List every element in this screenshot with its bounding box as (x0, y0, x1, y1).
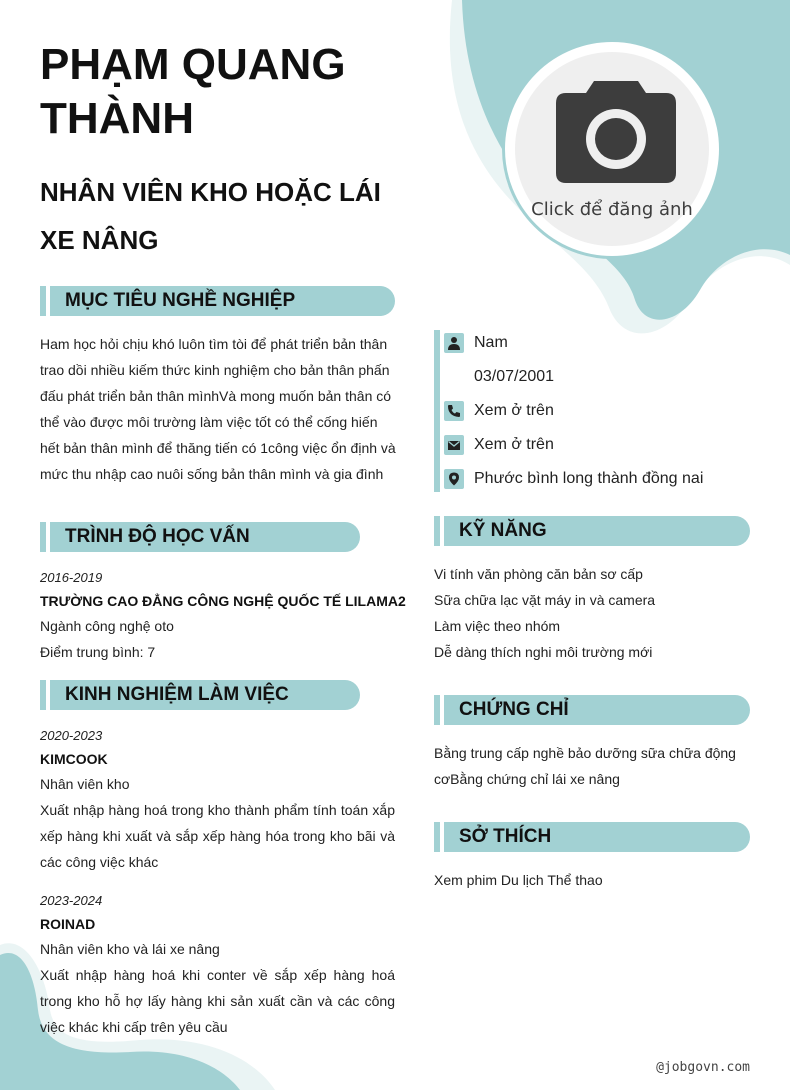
section-skills (434, 516, 750, 546)
phone-icon (444, 401, 464, 421)
education-major: Ngành công nghệ oto (40, 618, 174, 634)
hobbies-text: Xem phim Du lịch Thể thao (434, 872, 603, 888)
skill-item: Sữa chữa lạc vặt máy in và camera (434, 592, 656, 608)
section-heading-experience: KINH NGHIỆM LÀM VIỆC (65, 684, 289, 705)
section-accent-bar (40, 680, 46, 710)
certificates-text: Bằng trung cấp nghề bảo dưỡng sữa chữa động cơBằng chứng chỉ lái xe nâng (434, 745, 736, 787)
contact-address-text: Phước bình long thành đồng nai (474, 470, 704, 487)
contact-gender (444, 331, 744, 355)
section-certificates (434, 695, 750, 725)
section-heading-objective: MỤC TIÊU NGHỀ NGHIỆP (65, 290, 296, 311)
section-heading-skills: KỸ NĂNG (459, 520, 547, 541)
skill-item: Dễ dàng thích nghi môi trường mới (434, 644, 653, 660)
experience-company: ROINAD (40, 916, 96, 932)
contact-email-text: Xem ở trên (474, 436, 554, 453)
candidate-name: PHẠM QUANG THÀNH (40, 40, 346, 143)
section-accent-bar (434, 695, 440, 725)
section-accent-bar (434, 516, 440, 546)
photo-upload-label: Click để đăng ảnh (531, 199, 693, 220)
section-objective (40, 286, 395, 316)
experience-description: Xuất nhập hàng hoá trong kho thành phẩm tính toán xắp xếp hàng khi xuất và sắp xếp hàng hóa trong kho bãi và các công việc khác (40, 802, 395, 870)
section-heading-hobbies: SỞ THÍCH (459, 826, 552, 847)
job-title: NHÂN VIÊN KHO HOẶC LÁI XE NÂNG (40, 177, 381, 255)
contact-birthdate-text: 03/07/2001 (474, 368, 555, 385)
location-icon (444, 469, 464, 489)
section-experience (40, 680, 360, 710)
photo-placeholder (515, 52, 709, 246)
contact-phone (444, 399, 744, 423)
section-accent-bar (434, 822, 440, 852)
experience-period: 2023-2024 (40, 893, 103, 908)
watermark: @jobgovn.com (656, 1060, 750, 1075)
section-accent-bar (40, 286, 46, 316)
experience-company: KIMCOOK (40, 751, 108, 767)
skill-item: Làm việc theo nhóm (434, 618, 561, 634)
person-icon (444, 333, 464, 353)
objective-text: Ham học hỏi chịu khó luôn tìm tòi để phát triển bản thân trao dồi nhiều kiếm thức kinh nghiệm cho bản thân phấn đấu phát triển bản thân mìnhVà mong muốn bản thân có thể vào được môi trường làm việc tốt có thể cống hiến hết bản thân mình để thăng tiến có 1công việc ổn định và mức thu nhập cao nuôi sống bản thân mình và gia đình (40, 336, 396, 482)
experience-role: Nhân viên kho và lái xe nâng (40, 941, 220, 957)
skill-item: Vi tính văn phòng căn bản sơ cấp (434, 566, 643, 582)
section-accent-bar (40, 522, 46, 552)
contact-email (444, 433, 744, 457)
mail-icon (444, 435, 464, 455)
section-heading-education: TRÌNH ĐỘ HỌC VẤN (65, 526, 250, 547)
contact-phone-text: Xem ở trên (474, 402, 554, 419)
section-education (40, 522, 360, 552)
section-hobbies (434, 822, 750, 852)
contact-accent-bar (434, 330, 440, 492)
contact-address (444, 467, 754, 491)
experience-description: Xuất nhập hàng hoá khi conter về sắp xếp hàng hoá trong kho hỗ hợ lấy hàng khi sản xuất cần và các công việc khác khi cấp trên yêu cầu (40, 967, 395, 1035)
experience-period: 2020-2023 (40, 728, 103, 743)
education-period: 2016-2019 (40, 570, 103, 585)
experience-role: Nhân viên kho (40, 776, 130, 792)
contact-birthdate (444, 365, 744, 389)
contact-gender-text: Nam (474, 334, 508, 351)
camera-icon (556, 81, 676, 183)
education-school: TRƯỜNG CAO ĐẲNG CÔNG NGHỆ QUỐC TẾ LILAMA2 (40, 593, 406, 609)
education-gpa: Điểm trung bình: 7 (40, 644, 156, 660)
photo-upload[interactable] (502, 39, 722, 259)
section-heading-certificates: CHỨNG CHỈ (459, 699, 569, 720)
